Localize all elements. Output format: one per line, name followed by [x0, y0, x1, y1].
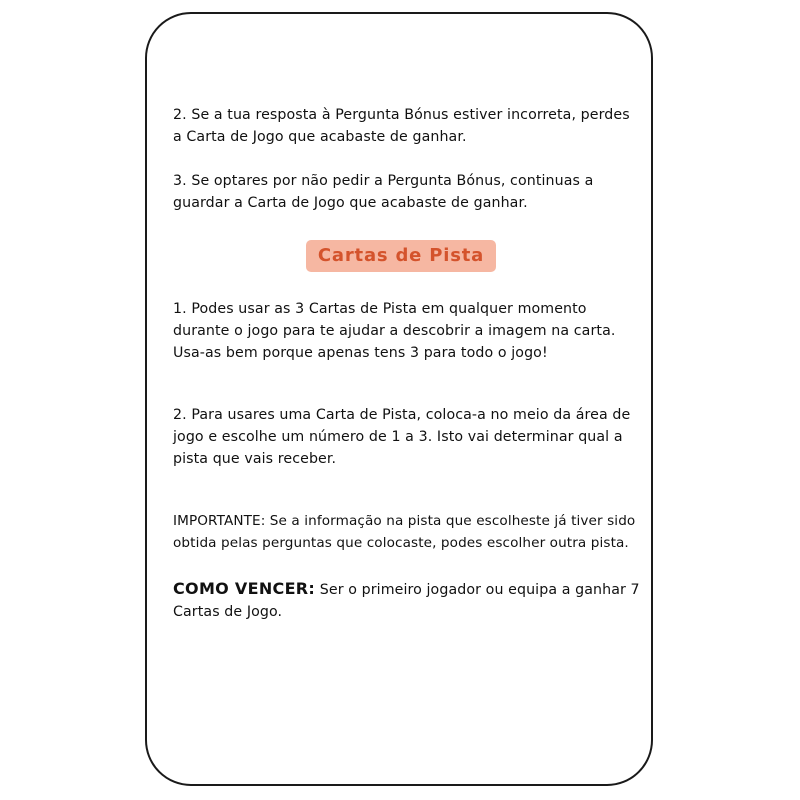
rules-card — [145, 12, 653, 786]
section-heading: Cartas de Pista — [306, 240, 496, 272]
section-heading-wrap — [173, 240, 643, 272]
win-text: Ser o primeiro jogador ou equipa a ganhar 7 Cartas de Jogo. — [173, 582, 640, 620]
clue-rule-1-text: 1. Podes usar as 3 Cartas de Pista em qualquer momento durante o jogo para te ajudar a descobrir a imagem na carta. Usa-as bem porque apenas tens 3 para todo o jogo! — [173, 301, 616, 361]
important-note: IMPORTANTE: Se a informação na pista que escolheste já tiver sido obtida pelas perguntas que colocaste, podes escolher outra pista. — [173, 513, 636, 551]
rule-2-text: 2. Se a tua resposta à Pergunta Bónus estiver incorreta, perdes a Carta de Jogo que acabaste de ganhar. — [173, 107, 630, 145]
how-to-win — [173, 578, 643, 623]
clue-rule-2-text: 2. Para usares uma Carta de Pista, coloca-a no meio da área de jogo e escolhe um número de 1 a 3. Isto vai determinar qual a pista que vais receber. — [173, 407, 631, 467]
rules-content — [173, 104, 643, 623]
win-label: COMO VENCER: — [173, 579, 316, 598]
rule-3-text: 3. Se optares por não pedir a Pergunta Bónus, continuas a guardar a Carta de Jogo que acabaste de ganhar. — [173, 173, 594, 211]
